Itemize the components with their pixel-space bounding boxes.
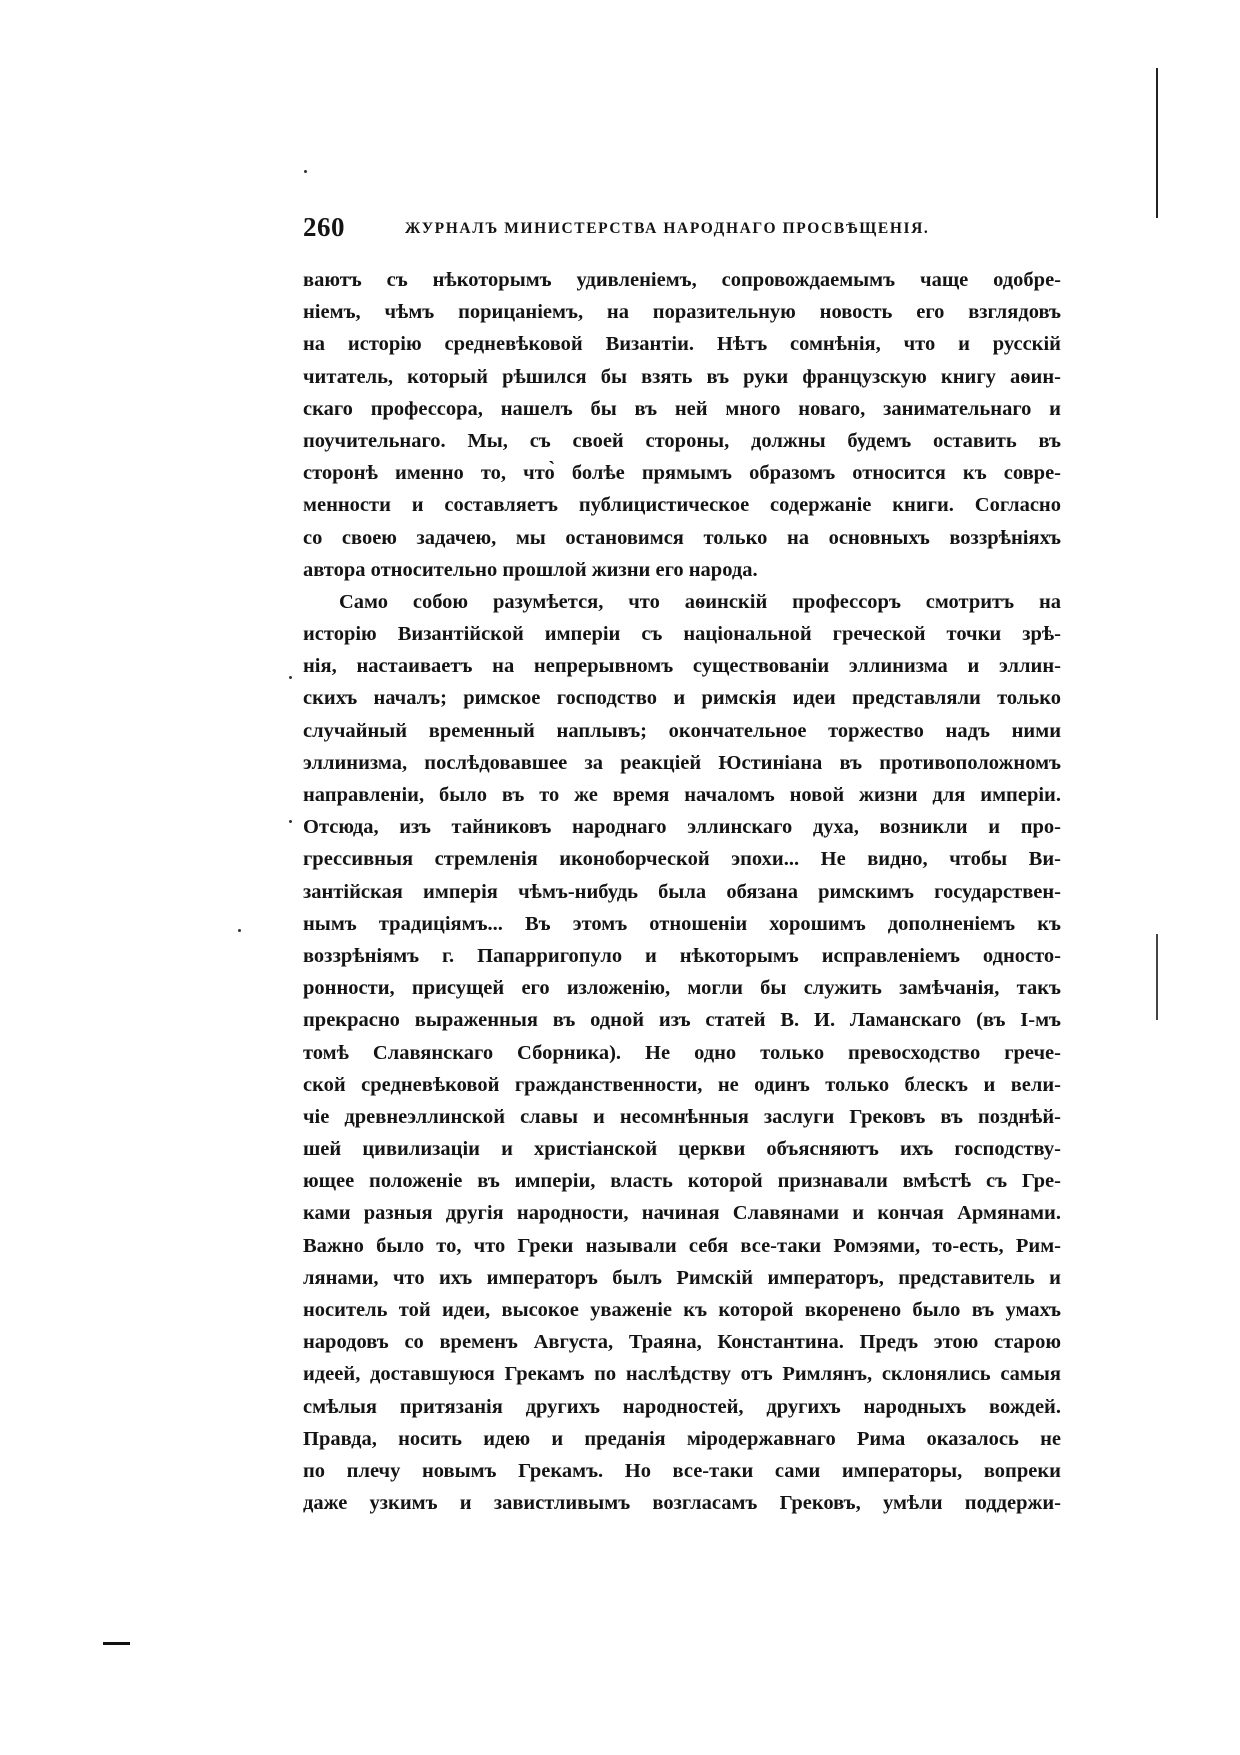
scan-speck (289, 676, 292, 679)
text-line: менности и составляетъ публицистическое содержаніе книги. Согласно (303, 494, 1061, 517)
scan-dash-mark (103, 1642, 130, 1645)
running-title: ЖУРНАЛЪ МИНИСТЕРСТВА НАРОДНАГО ПРОСВѢЩЕНІЯ. (405, 220, 930, 237)
text-line: направленіи, было въ то же время началомъ новой жизни для имперіи. (303, 784, 1061, 806)
text-line: эллинизма, послѣдовавшее за реакціей Юстиніана въ противоположномъ (303, 751, 1061, 774)
text-line: автора относительно прошлой жизни его народа. (303, 558, 758, 581)
text-line: по плечу новымъ Грекамъ. Но все-таки сами императоры, вопреки (303, 1459, 1061, 1482)
text-line: чіе древнеэллинской славы и несомнѣнныя заслуги Грековъ въ позднѣй- (303, 1105, 1061, 1128)
text-line: шей цивилизаціи и христіанской церкви объясняютъ ихъ господству- (303, 1138, 1061, 1161)
text-line: со своею задачею, мы остановимся только на основныхъ воззрѣніяхъ (303, 526, 1061, 549)
page-header (303, 212, 1061, 252)
text-line: ронности, присущей его изложенію, могли бы служить замѣчанія, такъ (303, 977, 1061, 1000)
text-line: на исторію средневѣковой Византіи. Нѣтъ сомнѣнія, что и русскій (303, 333, 1061, 356)
text-line: скаго профессора, нашелъ бы въ ней много новаго, занимательнаго и (303, 397, 1061, 420)
text-line: ской средневѣковой гражданственности, не одинъ только блескъ и вели- (303, 1073, 1061, 1096)
text-line: сторонѣ именно то, что̀ болѣе прямымъ образомъ относится къ совре- (303, 462, 1061, 485)
text-line: Важно было то, что Греки называли себя все-таки Ромэями, то-есть, Рим- (303, 1234, 1061, 1257)
text-line: Отсюда, изъ тайниковъ народнаго эллинскаго духа, возникли и про- (303, 816, 1061, 839)
text-line: ками разныя другія народности, начиная Славянами и кончая Армянами. (303, 1202, 1061, 1225)
scan-edge-line-middle (1156, 934, 1158, 1020)
text-line: поучительнаго. Мы, съ своей стороны, должны будемъ оставить въ (303, 429, 1061, 452)
text-line: смѣлыя притязанія другихъ народностей, другихъ народныхъ вождей. (303, 1395, 1061, 1418)
text-line: ніемъ, чѣмъ порицаніемъ, на поразительную новость его взглядовъ (303, 301, 1061, 324)
text-line: воззрѣніямъ г. Папарригопуло и нѣкоторымъ исправленіемъ односто- (303, 944, 1061, 967)
text-line: ющее положеніе въ имперіи, власть которой признавали вмѣстѣ съ Гре- (303, 1170, 1061, 1193)
text-line: читатель, который рѣшился бы взять въ руки французскую книгу аѳин- (303, 365, 1061, 388)
text-line: даже узкимъ и завистливымъ возгласамъ Грековъ, умѣли поддержи- (303, 1492, 1061, 1515)
text-line: зантійская имперія чѣмъ-нибудь была обязана римскимъ государствен- (303, 880, 1061, 903)
text-line: нія, настаиваетъ на непрерывномъ существованіи эллинизма и эллин- (303, 655, 1061, 678)
scan-speck (289, 820, 292, 823)
body-text (303, 264, 1061, 1519)
scan-speck (238, 929, 241, 932)
page-number: 260 (303, 212, 345, 242)
text-line: народовъ со временъ Августа, Траяна, Константина. Предъ этою старою (303, 1331, 1061, 1354)
text-line: грессивныя стремленія иконоборческой эпохи... Не видно, чтобы Ви- (303, 848, 1061, 871)
text-line: скихъ началъ; римское господство и римскія идеи представляли только (303, 687, 1061, 710)
text-line: прекрасно выраженныя въ одной изъ статей В. И. Ламанскаго (въ І-мъ (303, 1009, 1061, 1032)
text-line: случайный временный наплывъ; окончательное торжество надъ ними (303, 719, 1061, 742)
text-line: исторію Византійской имперіи съ національной греческой точки зрѣ- (303, 623, 1061, 646)
text-line: томѣ Славянскаго Сборника). Не одно только превосходство грече- (303, 1041, 1061, 1064)
text-line: ваютъ съ нѣкоторымъ удивленіемъ, сопровождаемымъ чаще одобре- (303, 269, 1061, 291)
text-line: Правда, носить идею и преданія міродержавнаго Рима оказалось не (303, 1427, 1061, 1450)
text-line: лянами, что ихъ императоръ былъ Римскій императоръ, представитель и (303, 1266, 1061, 1289)
scan-speck (304, 170, 307, 173)
text-line: нымъ традиціямъ... Въ этомъ отношеніи хорошимъ дополненіемъ къ (303, 912, 1061, 935)
scan-edge-line-top (1156, 68, 1158, 218)
text-line: Само собою разумѣется, что аѳинскій профессоръ смотритъ на (339, 590, 1061, 613)
text-line: идеей, доставшуюся Грекамъ по наслѣдству отъ Римлянъ, склонялись самыя (303, 1363, 1061, 1386)
text-line: носитель той идеи, высокое уваженіе къ которой вкоренено было въ умахъ (303, 1299, 1061, 1321)
